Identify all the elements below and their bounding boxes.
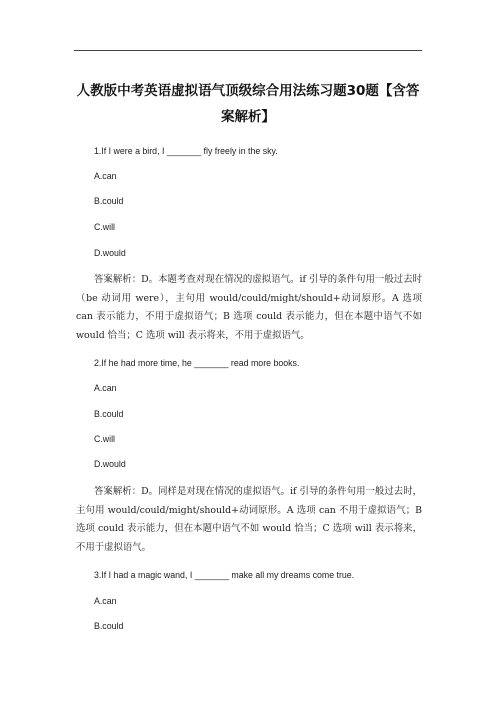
question-2-option-a: A.can xyxy=(94,383,117,393)
question-2-option-b: B.could xyxy=(94,409,124,419)
question-1-option-b: B.could xyxy=(94,196,124,206)
question-2-answer: 答案解析：D。同样是对现在情况的虚拟语气。if 引导的条件句用一般过去时，主句用 would/could/might/should+动词原形。A 选项 can 不用于虚拟语气；B 选项 could 表示能力，但在本题中语气不如 would 恰当；C 选项 will 表示将来，不用于虚拟语气。 xyxy=(76,486,422,553)
question-1-option-a: A.can xyxy=(94,171,117,181)
question-1-answer: 答案解析：D。本题考查对现在情况的虚拟语气。if 引导的条件句用一般过去时（be 动词用 were），主句用 would/could/might/should+动词原形。A 选项 can 表示能力，不用于虚拟语气；B 选项 could 表示能力，但在本题中语气不如 would 恰当；C 选项 will 表示将来，不用于虚拟语气。 xyxy=(76,274,422,341)
question-1-option-d: D.would xyxy=(94,248,126,258)
document-title: 人教版中考英语虚拟语气顶级综合用法练习题30题【含答案解析】 xyxy=(76,83,420,125)
question-3-option-a: A.can xyxy=(94,596,117,606)
question-1-option-c: C.will xyxy=(94,222,116,232)
header-rule xyxy=(74,50,422,51)
question-1-stem: 1.If I were a bird, I _______ fly freely in the sky. xyxy=(94,146,278,156)
question-2-stem: 2.If he had more time, he _______ read more books. xyxy=(94,358,300,368)
question-2-option-d: D.would xyxy=(94,459,126,469)
question-3-option-b: B.could xyxy=(94,621,124,631)
question-2-option-c: C.will xyxy=(94,434,116,444)
question-3-stem: 3.If I had a magic wand, I _______ make all my dreams come true. xyxy=(94,570,355,580)
